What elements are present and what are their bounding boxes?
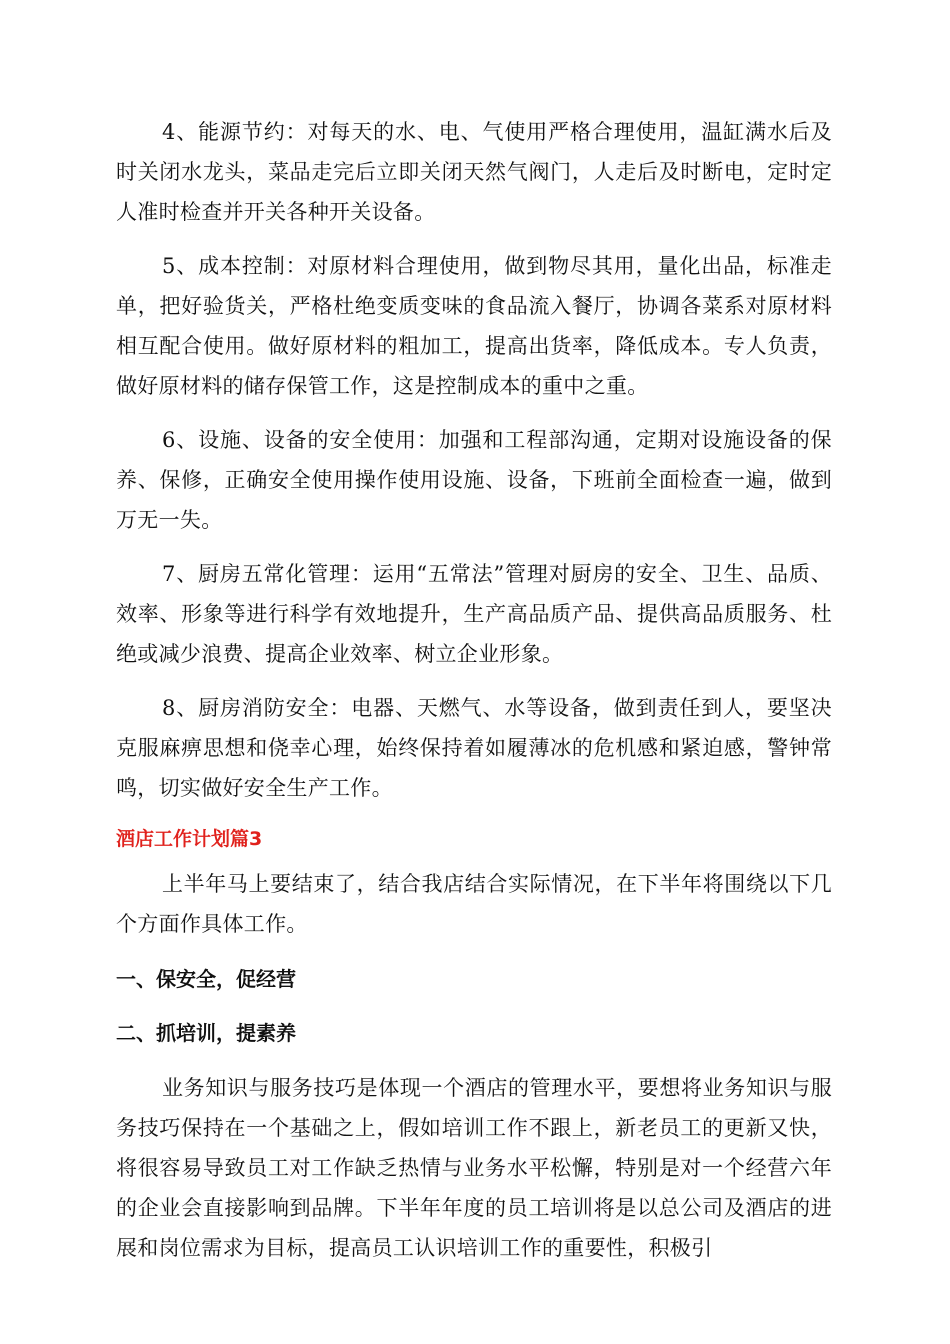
paragraph-cost-control: 5、成本控制：对原材料合理使用，做到物尽其用，量化出品，标准走单，把好验货关，严格杜绝变质变味的食品流入餐厅，协调各菜系对原材料相互配合使用。做好原材料的粗加工，提高出货率，降低成本。专人负责，做好原材料的储存保管工作，这是控制成本的重中之重。 (116, 254, 832, 398)
paragraph-energy-saving: 4、能源节约：对每天的水、电、气使用严格合理使用，温缸满水后及时关闭水龙头，菜品走完后立即关闭天然气阀门，人走后及时断电，定时定人准时检查并开关各种开关设备。 (116, 120, 832, 224)
paragraph-fire-safety: 8、厨房消防安全：电器、天燃气、水等设备，做到责任到人，要坚决克服麻痹思想和侥幸心理，始终保持着如履薄冰的危机感和紧迫感，警钟常鸣，切实做好安全生产工作。 (116, 696, 832, 800)
heading-safety-operation: 一、保安全，促经营 (116, 967, 296, 991)
paragraph-intro: 上半年马上要结束了，结合我店结合实际情况，在下半年将围绕以下几个方面作具体工作。 (116, 872, 832, 936)
section-title: 酒店工作计划篇3 (116, 828, 263, 850)
document-body (116, 112, 832, 1282)
paragraph-training-body: 业务知识与服务技巧是体现一个酒店的管理水平，要想将业务知识与服务技巧保持在一个基础之上，假如培训工作不跟上，新老员工的更新又快，将很容易导致员工对工作缺乏热情与业务水平松懈，特别是对一个经营六年的企业会直接影响到品牌。下半年年度的员工培训将是以总公司及酒店的进展和岗位需求为目标，提高员工认识培训工作的重要性，积极引 (116, 1076, 832, 1260)
paragraph-equipment-safety: 6、设施、设备的安全使用：加强和工程部沟通，定期对设施设备的保养、保修，正确安全使用操作使用设施、设备，下班前全面检查一遍，做到万无一失。 (116, 428, 832, 532)
paragraph-five-s-management: 7、厨房五常化管理：运用“五常法”管理对厨房的安全、卫生、品质、效率、形象等进行科学有效地提升，生产高品质产品、提供高品质服务、杜绝或减少浪费、提高企业效率、树立企业形象。 (116, 562, 832, 666)
heading-training: 二、抓培训，提素养 (116, 1021, 296, 1045)
